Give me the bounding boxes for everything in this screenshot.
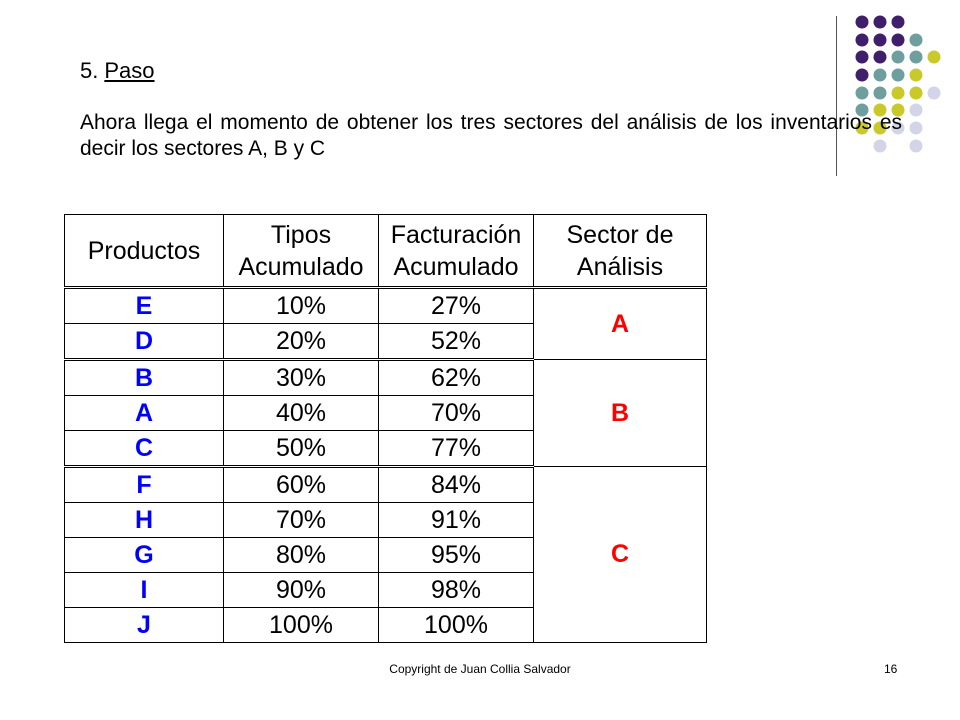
facturacion-acumulado-cell: 95% bbox=[379, 538, 534, 573]
facturacion-acumulado-cell: 62% bbox=[379, 360, 534, 396]
tipos-acumulado-cell: 20% bbox=[224, 324, 379, 360]
product-cell: C bbox=[65, 431, 224, 467]
tipos-acumulado-cell: 90% bbox=[224, 573, 379, 608]
dot-row-4 bbox=[856, 69, 923, 82]
product-cell: H bbox=[65, 503, 224, 538]
header-sector-de-analisis: Sector de Análisis bbox=[534, 215, 707, 288]
tipos-acumulado-cell: 70% bbox=[224, 503, 379, 538]
facturacion-acumulado-cell: 100% bbox=[379, 608, 534, 643]
product-cell: D bbox=[65, 324, 224, 360]
product-cell: G bbox=[65, 538, 224, 573]
tipos-acumulado-cell: 40% bbox=[224, 396, 379, 431]
dot-row-2 bbox=[856, 34, 923, 47]
dot-row-5 bbox=[856, 87, 941, 100]
step-number: 5. bbox=[80, 58, 99, 83]
tipos-acumulado-cell: 60% bbox=[224, 467, 379, 503]
tipos-acumulado-cell: 80% bbox=[224, 538, 379, 573]
table-row bbox=[65, 360, 707, 396]
step-heading bbox=[80, 58, 155, 84]
page-number: 16 bbox=[884, 662, 898, 676]
table-row bbox=[65, 467, 707, 503]
facturacion-acumulado-cell: 27% bbox=[379, 288, 534, 324]
header-facturacion-acumulado: Facturación Acumulado bbox=[379, 215, 534, 288]
facturacion-acumulado-cell: 98% bbox=[379, 573, 534, 608]
tipos-acumulado-cell: 100% bbox=[224, 608, 379, 643]
dot-row-1 bbox=[856, 16, 905, 29]
table-row bbox=[65, 288, 707, 324]
product-cell: B bbox=[65, 360, 224, 396]
product-cell: J bbox=[65, 608, 224, 643]
facturacion-acumulado-cell: 77% bbox=[379, 431, 534, 467]
tipos-acumulado-cell: 50% bbox=[224, 431, 379, 467]
facturacion-acumulado-cell: 91% bbox=[379, 503, 534, 538]
product-cell: A bbox=[65, 396, 224, 431]
abc-analysis-table bbox=[64, 214, 707, 643]
sector-cell-a: A bbox=[534, 288, 707, 360]
tipos-acumulado-cell: 10% bbox=[224, 288, 379, 324]
dot-row-3 bbox=[856, 51, 941, 64]
decorative-dot-grid bbox=[0, 0, 960, 200]
facturacion-acumulado-cell: 52% bbox=[379, 324, 534, 360]
step-word: Paso bbox=[104, 58, 155, 83]
header-tipos-acumulado: Tipos Acumulado bbox=[224, 215, 379, 288]
footer-copyright: Copyright de Juan Collia Salvador bbox=[389, 662, 571, 676]
product-cell: F bbox=[65, 467, 224, 503]
facturacion-acumulado-cell: 70% bbox=[379, 396, 534, 431]
sector-cell-c: C bbox=[534, 467, 707, 643]
product-cell: I bbox=[65, 573, 224, 608]
product-cell: E bbox=[65, 288, 224, 324]
header-productos: Productos bbox=[65, 215, 224, 288]
intro-paragraph: Ahora llega el momento de obtener los tres sectores del análisis de los inventarios es decir los sectores A, B y C bbox=[80, 111, 902, 160]
table-header-row bbox=[65, 215, 707, 288]
facturacion-acumulado-cell: 84% bbox=[379, 467, 534, 503]
sector-cell-b: B bbox=[534, 360, 707, 467]
tipos-acumulado-cell: 30% bbox=[224, 360, 379, 396]
